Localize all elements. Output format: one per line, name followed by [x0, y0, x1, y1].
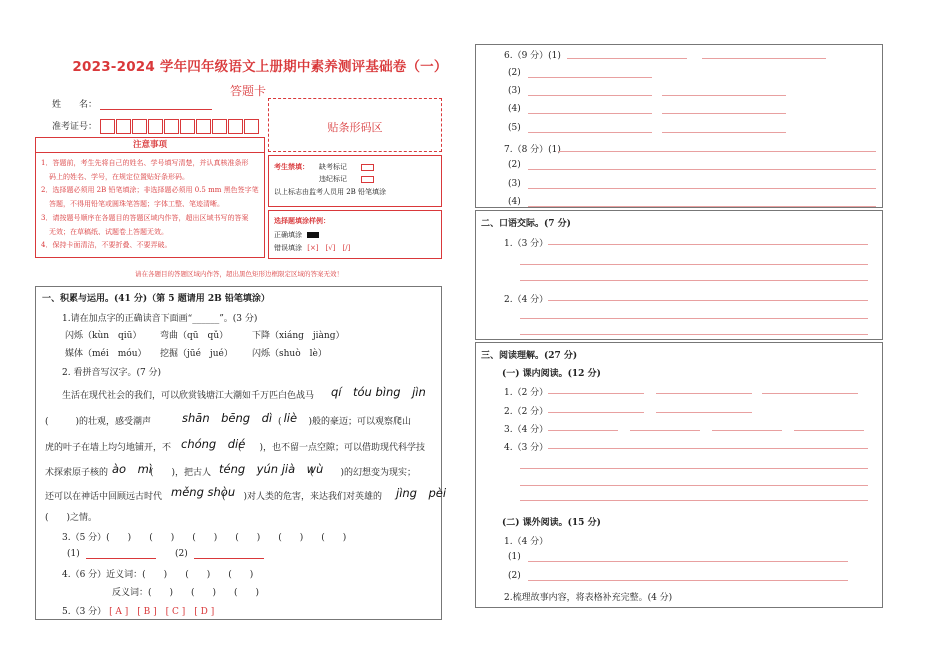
q3-sub-label: (1)	[67, 549, 80, 559]
q3-answer-line[interactable]	[194, 548, 264, 559]
fill-sample-title: 选择题填涂样例：	[274, 216, 330, 225]
q6-line[interactable]	[662, 95, 786, 96]
ticket-row	[52, 119, 260, 134]
q6-sub: (3)	[508, 86, 521, 96]
q6-line[interactable]	[662, 132, 786, 133]
s2-q1-line[interactable]	[548, 244, 868, 245]
pinyin-chongdie: chóng dié	[181, 437, 246, 451]
correct-label: 正确填涂	[274, 231, 302, 239]
q6-line[interactable]	[528, 95, 652, 96]
notice-box	[35, 137, 265, 258]
q6-line[interactable]	[528, 113, 652, 114]
passage-text: ( )，也不留一点空隙；可以借助现代科学技	[238, 443, 426, 453]
p1-q4-line[interactable]	[520, 485, 868, 486]
q1-prompt: 1.请在加点字的正确读音下面画“______”。(3 分)	[62, 314, 258, 324]
passage-text: 术探索原子核的	[45, 468, 109, 478]
barcode-label: 贴条形码区	[327, 121, 383, 134]
p2-q1-sub: (1)	[508, 552, 521, 562]
examinee-title: 考生禁填：	[274, 162, 309, 171]
notice-item: 无效；在草稿纸、试题卷上答题无效。	[49, 227, 168, 236]
section1-heading: 一、积累与运用。(41 分)（第 5 题请用 2B 铅笔填涂）	[42, 294, 270, 304]
passage-line-2	[45, 414, 151, 427]
q6-line[interactable]	[567, 58, 687, 59]
q7-line[interactable]	[528, 169, 876, 170]
q7-sub: (2)	[508, 160, 521, 170]
q3-answer-line[interactable]	[86, 548, 156, 559]
p2-q1-line[interactable]	[528, 561, 848, 562]
pinyin-tengyunjiawu: téng yún jià wù	[219, 462, 324, 476]
cheat-label: 违纪标记	[319, 175, 347, 183]
section2-heading: 二、口语交际。(7 分)	[481, 219, 571, 229]
page-title: 2023-2024 学年四年级语文上册期中素养测评基础卷（一）	[72, 59, 448, 75]
q5-options[interactable]: [ A ] [ B ] [ C ] [ D ]	[109, 607, 215, 617]
p1-q4-line[interactable]	[520, 500, 868, 501]
cheat-mark[interactable]	[361, 176, 374, 183]
barcode-area	[268, 98, 442, 152]
answer-card-label: 答题卡	[230, 84, 267, 98]
notice-item: 码上的姓名、学号，在规定位置贴好条形码。	[49, 172, 189, 181]
p1-q3-line[interactable]	[712, 430, 782, 431]
p1-q2-line[interactable]	[656, 412, 752, 413]
s2-q2-label: 2.（4 分）	[504, 295, 549, 305]
q1-row1-item: 弯曲（qū qǔ）	[160, 331, 229, 341]
p2-q1-line[interactable]	[528, 580, 848, 581]
part2-heading: (二) 课外阅读。(15 分)	[502, 518, 601, 528]
passage-text: ( )对人类的危害，来达我们对英雄的	[222, 492, 383, 502]
notice-item: 2．选择题必须用 2B 铅笔填涂；非选择题必须用 0.5 mm 黑色签字笔	[41, 186, 259, 195]
ticket-cells[interactable]	[100, 122, 260, 132]
passage-text: ( )的幻想变为现实；	[310, 468, 417, 478]
q6-label: 6.（9 分）(1)	[504, 51, 561, 61]
pinyin-shanbengdilie: shān bēng dì liè	[182, 411, 298, 425]
s2-q1-line[interactable]	[520, 264, 868, 265]
q1-row1-item: 闪烁（kùn qiū）	[65, 331, 142, 341]
q3-sub-label: (2)	[175, 549, 188, 559]
area-warning: 请在各题目的答题区域内作答，超出黑色矩形边框限定区域的答案无效！	[135, 270, 343, 278]
p1-q3-line[interactable]	[794, 430, 864, 431]
notice-item: 1．答题前，考生先将自己的姓名、学号填写清楚，并认真核准条形	[41, 159, 249, 167]
q1-row1-item: 下降（xiáng jiàng）	[252, 331, 345, 341]
q7-sub: (4)	[508, 197, 521, 207]
wrong-label: 错误填涂	[274, 244, 302, 252]
section3-heading: 三、阅读理解。(27 分)	[481, 351, 578, 361]
q1-row2-item: 闪烁（shuò lè）	[252, 349, 327, 359]
correct-fill-icon	[307, 232, 319, 238]
q1-row2-item: 媒体（méi móu）	[65, 349, 147, 359]
q5-label: 5.（3 分）	[62, 607, 107, 617]
q6-line[interactable]	[702, 58, 826, 59]
passage-text: ( )之情。	[45, 513, 98, 523]
p1-q-label: 2.（2 分）	[504, 407, 549, 417]
p1-q1-line[interactable]	[548, 393, 644, 394]
q6-line[interactable]	[528, 77, 652, 78]
p2-q1-sub: (2)	[508, 571, 521, 581]
p1-q-label: 3.（4 分）	[504, 425, 549, 435]
pinyin-aomi: ào mì	[112, 462, 152, 476]
passage-text: ( )，把古人	[150, 468, 212, 478]
name-label: 姓 名：	[52, 100, 98, 110]
p2-q2-label: 2.梳理故事内容，将表格补充完整。(4 分)	[504, 593, 673, 603]
p1-q-label: 1.（2 分）	[504, 388, 549, 398]
section2-box	[475, 210, 883, 340]
ticket-label: 准考证号：	[52, 122, 98, 132]
p1-q-label: 4.（3 分）	[504, 443, 549, 453]
q6-sub: (5)	[508, 123, 521, 133]
q6-sub: (4)	[508, 104, 521, 114]
s2-q2-line[interactable]	[548, 300, 868, 301]
absent-label: 缺考标记	[319, 163, 347, 171]
fill-sample-box	[268, 210, 442, 259]
q2-prompt: 2. 看拼音写汉字。(7 分)	[62, 368, 162, 378]
name-row	[52, 97, 212, 110]
s2-q1-line[interactable]	[520, 280, 868, 281]
q3-prompt: 3.（5 分）( ) ( ) ( ) ( ) ( ) ( )	[62, 533, 347, 543]
passage-text: 虎的叶子在墙上均匀地铺开，不	[45, 443, 172, 453]
p2-q1-label: 1.（4 分）	[504, 537, 549, 547]
p1-q4-line[interactable]	[548, 448, 868, 449]
part1-heading: (一) 课内阅读。(12 分)	[502, 369, 601, 379]
pinyin-mengshou: měng shòu	[171, 485, 236, 499]
p1-q2-line[interactable]	[548, 412, 644, 413]
s2-q1-label: 1.（3 分）	[504, 239, 549, 249]
q6-line[interactable]	[528, 132, 652, 133]
right-top-box	[475, 44, 883, 208]
examinee-note: 以上标志由监考人员用 2B 铅笔填涂	[274, 188, 387, 196]
examinee-box	[268, 155, 442, 207]
p1-q3-line[interactable]	[630, 430, 700, 431]
notice-title: 注意事项	[36, 138, 264, 153]
pinyin-jingpei: jìng pèi	[396, 486, 447, 500]
passage-text: 生活在现代社会的我们，可以欣赏钱塘江大潮如千万匹白色战马	[62, 391, 315, 401]
q7-line[interactable]	[528, 188, 876, 189]
s2-q2-line[interactable]	[520, 318, 868, 319]
q6-sub: (2)	[508, 68, 521, 78]
passage-text: ( )般的豪迈；可以观察爬山	[278, 417, 412, 427]
p1-q1-line[interactable]	[762, 393, 858, 394]
passage-text: ( )的壮观，感受潮声	[45, 417, 152, 427]
q7-line[interactable]	[528, 206, 876, 207]
notice-list	[36, 153, 264, 257]
absent-mark[interactable]	[361, 164, 374, 171]
notice-item: 答题，不得用铅笔或圆珠笔答题；字体工整、笔迹清晰。	[49, 200, 224, 209]
p1-q1-line[interactable]	[656, 393, 752, 394]
notice-item: 3．请按题号顺序在各题目的答题区域内作答，超出区域书写的答案	[41, 213, 249, 222]
wrong-marks: [×] [√] [/]	[307, 244, 351, 252]
q6-line[interactable]	[662, 113, 786, 114]
q4-synonyms: 4.（6 分）近义词：( ) ( ) ( )	[62, 570, 254, 580]
p1-q4-line[interactable]	[520, 468, 868, 469]
q1-row2-item: 挖掘（jūé jué）	[160, 349, 233, 359]
q7-label: 7.（8 分）(1)	[504, 145, 561, 155]
q4-antonyms: 反义词：( ) ( ) ( )	[112, 588, 260, 598]
notice-item: 4．保持卡面清洁，不要折叠、不要弄破。	[41, 241, 172, 250]
pinyin-qitoubingjin: qí tóu bìng jìn	[331, 385, 426, 399]
q7-line[interactable]	[558, 151, 876, 152]
q7-sub: (3)	[508, 179, 521, 189]
section3-box	[475, 342, 883, 608]
s2-q2-line[interactable]	[520, 334, 868, 335]
name-field[interactable]	[100, 99, 212, 110]
passage-line-1	[62, 388, 314, 401]
p1-q3-line[interactable]	[548, 430, 618, 431]
passage-text: 还可以在神话中回顾远古时代	[45, 492, 163, 502]
